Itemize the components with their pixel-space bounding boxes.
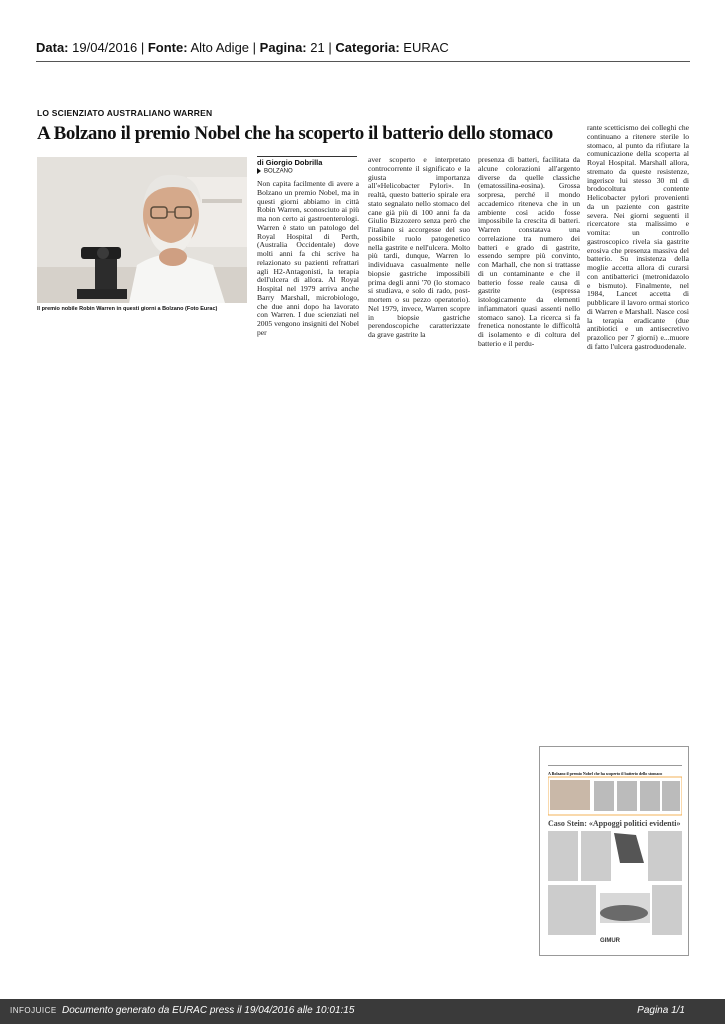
portrait-illustration (37, 157, 247, 303)
infojuice-logo: INFOJUICE (10, 1006, 57, 1015)
separator: | (328, 40, 332, 55)
article-column-2 (368, 156, 470, 340)
thumbnail-second-headline: Caso Stein: «Appoggi politici evidenti» (548, 819, 681, 828)
separator: | (252, 40, 257, 55)
article-column-1 (257, 180, 359, 338)
dateline-arrow-icon (257, 168, 261, 174)
article-headline: A Bolzano il premio Nobel che ha scoperto il batterio dello stomaco (37, 123, 553, 144)
thumbnail-headline: A Bolzano il premio Nobel che ha scoperto il batterio dello stomaco (548, 771, 663, 776)
header-divider (36, 61, 690, 62)
column-text: presenza di batteri, facilitata da alcune colorazioni all'argento diverse da quelle classiche (ematossilina-eosina). Grossa sorpresa, perché il mondo accademico riteneva che in un ambiente così acido fosse impossibile la crescita di batteri. Warren constatava una correlazione tra numero dei batteri e grado di gastrite, essendo sempre più convinto, con Marhall, che non si trattasse di un contaminante e che il batterio fosse reale causa di gastrite (espressa istologicamente da elementi infiammatori quasi assenti nello stomaco sano). La ricerca si fa frenetica nonostante le difficoltà di isolamento e di coltura del batterio e il perdu- (478, 155, 580, 348)
source-value: Alto Adige (190, 40, 250, 55)
category-value: EURAC (403, 40, 449, 55)
column-text: aver scoperto e interpretato controcorrente il significato e la giusta importanza all'«Helicobacter Pylori». In realtà, questo batterio spirale era stato segnalato nello stomaco del cane già più di 100 anni fa da Giulio Bizzozero senza però che l'italiano si accorgesse del suo possibile ruolo patogenetico nella gastrite e nell'ulcera. Molto più tardi, dunque, Warren lo individuava casualmente nelle biopsie gastriche impossibili prima degli anni '70 (lo stomaco si studiava, e solo di rado, post-mortem o su pezzo operatorio). Nel 1979, invece, Warren scopre in biopsie gastriche perendoscopiche caratterizzate da grave gastrite la (368, 155, 470, 339)
article-kicker: LO SCIENZIATO AUSTRALIANO WARREN (37, 108, 213, 118)
column-text: Non capita facilmente di avere a Bolzano un premio Nobel, ma in questi giorni abbiamo in città Robin Warren, sconosciuto ai più ma non certo ai gastroenterologi. Warren è stato un patologo del Royal Hospital di Perth, (Australia Occidentale) dove molti anni fa chi scrive ha relazionato su pazienti refrattari agli H2-Antagonisti, la terapia dell'ulcera di allora. Al Royal Hospital nel 1979 arriva anche Barry Marshall, microbiologo, che due anni dopo ha lavorato con Warren. I due scienziati nel 2005 vengono insigniti del Nobel per (257, 179, 359, 337)
thumbnail-layout (548, 753, 682, 951)
footer-generated-text: Documento generato da EURAC press il 19/04/2016 alle 10:01:15 (62, 1005, 355, 1016)
document-footer (0, 999, 725, 1024)
footer-page-number: Pagina 1/1 (637, 1005, 685, 1016)
byline-divider (257, 156, 357, 157)
article-photo (37, 157, 247, 303)
article-column-4 (587, 124, 689, 352)
article-column-3 (478, 156, 580, 349)
thumbnail-page (548, 753, 682, 951)
page-value: 21 (310, 40, 325, 55)
source-label: Fonte: (147, 40, 188, 55)
page-label: Pagina: (259, 40, 307, 55)
photo-caption: Il premio nobile Robin Warren in questi giorni a Bolzano (Foto Eurac) (37, 306, 218, 312)
date-label: Data: (36, 40, 69, 55)
category-label: Categoria: (335, 40, 400, 55)
article-dateline (257, 168, 293, 175)
page-thumbnail (539, 746, 689, 956)
document-header (36, 40, 690, 60)
column-text: rante scetticismo dei colleghi che continuano a ritenere sterile lo stomaco, al punto da rifiutare la comunicazione della scoperta al Royal Hospital. Marshall allora, stremato da queste resistenze, ingerisce lui stesso 30 ml di brodocoltura contente Helicobacter pylori provenienti da un paziente con gastrite severa. Nei giorni seguenti il ricercatore sta malissimo e vomita: un controllo gastroscopico rivela sia gastrite erosiva che presenza massiva del batterio. Su insistenza della moglie accetta allora di curarsi con antibatterici (metronidazolo e bismuto). Finalmente, nel 1984, Lancet accetta di pubblicare il lavoro ormai storico di Warren e Marshall. Nasce così la terapia eradicante (due antibiotici e un antisecretivo prazolico per 7 giorni) e...muore di fatto l'ulcera gastroduodenale. (587, 123, 689, 351)
thumbnail-brand: GIMUR (600, 938, 620, 944)
date-value: 19/04/2016 (72, 40, 138, 55)
article-byline: di Giorgio Dobrilla (257, 158, 323, 167)
dateline-text: BOLZANO (264, 168, 293, 175)
separator: | (140, 40, 145, 55)
